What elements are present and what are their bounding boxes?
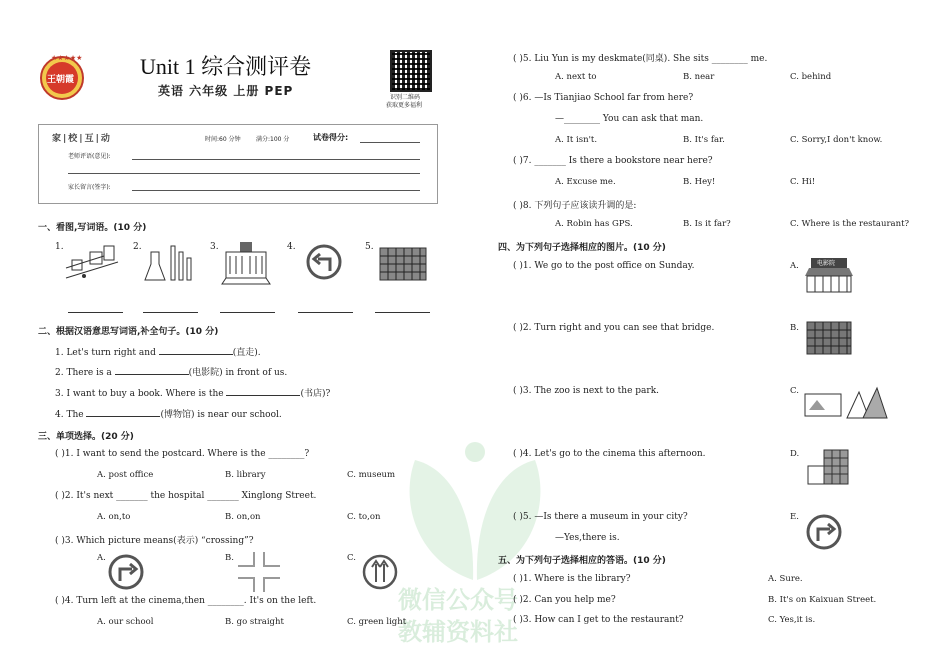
s2-item-4-pre: 4. The <box>55 410 87 420</box>
s1-answer-line-3[interactable] <box>220 312 275 313</box>
turn-left-sign-icon <box>306 244 342 280</box>
park-zoo-icon <box>803 384 889 420</box>
qr-code <box>390 50 432 92</box>
teacher-comment-line <box>132 159 420 160</box>
s2-blank-2[interactable] <box>115 374 189 375</box>
s3-q3-opt-c[interactable]: C. <box>347 553 356 563</box>
s1-num-5: 5. <box>365 242 374 252</box>
s3-q2-opt-b[interactable]: B. on,on <box>225 512 261 522</box>
s2-item-1-pre: 1. Let's turn right and <box>55 348 159 358</box>
watermark-text-1: 微信公众号 <box>398 586 518 614</box>
s2-item-2-pre: 2. There is a <box>55 368 115 378</box>
s4-item-5: ( )5. —Is there a museum in your city? <box>513 512 688 522</box>
s2-item-3 <box>55 386 330 399</box>
s2-item-1 <box>55 345 261 358</box>
parent-comment-line <box>132 190 420 191</box>
s4-item-1: ( )1. We go to the post office on Sunday. <box>513 261 695 271</box>
s4-letter-e: E. <box>790 512 799 522</box>
s3-q1: ( )1. I want to send the postcard. Where is the ________? <box>55 449 310 459</box>
s3-q8-opt-a[interactable]: A. Robin has GPS. <box>555 219 633 229</box>
s2-item-3-pre: 3. I want to buy a book. Where is the <box>55 389 227 399</box>
s3-q5-opt-b[interactable]: B. near <box>683 72 715 82</box>
publisher-logo <box>38 52 86 100</box>
s3-q4-opt-c[interactable]: C. green light <box>347 617 407 627</box>
qr-caption-2: 获取更多福利 <box>386 102 423 109</box>
s3-q6-opt-a[interactable]: A. It isn't. <box>555 135 598 145</box>
logo-text: 王朝霞 <box>47 75 75 85</box>
s3-q7-opt-b[interactable]: B. Hey! <box>683 177 716 187</box>
s4-letter-a: A. <box>790 261 799 271</box>
s5-item-2: ( )2. Can you help me? <box>513 595 616 605</box>
s3-q5: ( )5. Liu Yun is my deskmate(同桌). She sits ________ me. <box>513 54 768 64</box>
watermark-text-2: 教辅资料社 <box>398 618 518 646</box>
page-subtitle: 英语 六年级 上册 PEP <box>158 84 294 98</box>
section5-heading: 五、为下列句子选择相应的答语。(10 分) <box>498 556 666 566</box>
s1-num-1: 1. <box>55 242 64 252</box>
turn-right-sign-icon <box>108 554 144 590</box>
section3-heading: 三、单项选择。(20 分) <box>38 432 134 442</box>
s1-num-2: 2. <box>133 242 142 252</box>
svg-text:★★★★★: ★★★★★ <box>51 54 83 62</box>
cinema-building-icon <box>803 258 855 294</box>
s1-answer-line-4[interactable] <box>298 312 353 313</box>
s2-item-1-post: (直走). <box>232 348 261 358</box>
s2-blank-1[interactable] <box>159 354 233 355</box>
s3-q6: ( )6. —Is Tianjiao School far from here? <box>513 93 694 103</box>
s3-q8-opt-c[interactable]: C. Where is the restaurant? <box>790 219 910 229</box>
s5-answer-c: C. Yes,it is. <box>768 615 816 625</box>
s4-item-2: ( )2. Turn right and you can see that bridge. <box>513 323 715 333</box>
s3-q8: ( )8. 下列句子应该读升调的是: <box>513 201 637 211</box>
s3-q3: ( )3. Which picture means(表示) “crossing”? <box>55 536 254 546</box>
s4-letter-d: D. <box>790 449 800 459</box>
turn-right-sign-icon-e <box>806 514 842 550</box>
s1-num-3: 3. <box>210 242 219 252</box>
s2-item-4 <box>55 407 282 420</box>
s1-num-4: 4. <box>287 242 296 252</box>
cinema-sign-text: 电影院 <box>817 260 836 267</box>
s1-answer-line-5[interactable] <box>375 312 430 313</box>
s5-item-3: ( )3. How can I get to the restaurant? <box>513 615 684 625</box>
s4-letter-b: B. <box>790 323 799 333</box>
parent-comment-label: 家长留言(签字): <box>68 184 111 191</box>
s3-q3-opt-a[interactable]: A. <box>97 553 106 563</box>
s4-letter-c: C. <box>790 386 799 396</box>
s3-q7-opt-c[interactable]: C. Hi! <box>790 177 816 187</box>
s3-q1-opt-a[interactable]: A. post office <box>97 470 154 480</box>
science-lab-icon <box>143 242 195 284</box>
s2-item-2 <box>55 365 287 378</box>
s2-item-4-post: (博物馆) is near our school. <box>160 410 282 420</box>
s5-answer-a: A. Sure. <box>768 574 803 584</box>
section1-heading: 一、看图,写词语。(10 分) <box>38 223 147 233</box>
test-score-label: 试卷得分: <box>313 133 349 142</box>
s3-q4: ( )4. Turn left at the cinema,then ________. It's on the left. <box>55 596 317 606</box>
tall-building-icon <box>803 320 855 356</box>
office-building-icon <box>378 244 428 282</box>
s3-q2-opt-c[interactable]: C. to,on <box>347 512 381 522</box>
page-title: Unit 1 综合测评卷 <box>140 54 312 79</box>
time-label: 时间:60 分钟 <box>205 136 241 143</box>
s1-answer-line-2[interactable] <box>143 312 198 313</box>
s3-q5-opt-c[interactable]: C. behind <box>790 72 832 82</box>
s4-item-4: ( )4. Let's go to the cinema this afternoon. <box>513 449 706 459</box>
s3-q6-opt-b[interactable]: B. It's far. <box>683 135 725 145</box>
post-office-building-icon <box>806 448 852 486</box>
s4-item-3: ( )3. The zoo is next to the park. <box>513 386 660 396</box>
s1-answer-line-1[interactable] <box>68 312 123 313</box>
s3-q1-opt-c[interactable]: C. museum <box>347 470 396 480</box>
s3-q6-line2: —________ You can ask that man. <box>555 114 704 124</box>
s3-q4-opt-a[interactable]: A. our school <box>97 617 154 627</box>
s3-q5-opt-a[interactable]: A. next to <box>555 72 597 82</box>
s2-item-3-post: (书店)? <box>300 389 331 399</box>
s3-q7-opt-a[interactable]: A. Excuse me. <box>555 177 616 187</box>
s5-item-1: ( )1. Where is the library? <box>513 574 631 584</box>
museum-building-icon <box>220 240 272 286</box>
s3-q8-opt-b[interactable]: B. Is it far? <box>683 219 731 229</box>
section4-heading: 四、为下列句子选择相应的图片。(10 分) <box>498 243 666 253</box>
s3-q1-opt-b[interactable]: B. library <box>225 470 266 480</box>
s3-q6-opt-c[interactable]: C. Sorry,I don't know. <box>790 135 883 145</box>
street-scene-icon <box>64 242 120 282</box>
test-score-line <box>360 142 420 143</box>
s3-q4-opt-b[interactable]: B. go straight <box>225 617 284 627</box>
s2-blank-3[interactable] <box>226 395 300 396</box>
s2-blank-4[interactable] <box>86 416 160 417</box>
section2-heading: 二、根据汉语意思写词语,补全句子。(10 分) <box>38 327 219 337</box>
go-straight-sign-icon <box>362 554 398 590</box>
s2-item-2-post: (电影院) in front of us. <box>188 368 288 378</box>
s4-item-5-reply: —Yes,there is. <box>555 533 620 543</box>
teacher-comment-label: 老师评语(意见): <box>68 153 111 160</box>
s3-q2: ( )2. It's next _______ the hospital _______ Xinglong Street. <box>55 491 317 501</box>
s3-q3-opt-b[interactable]: B. <box>225 553 234 563</box>
s5-answer-b: B. It's on Kaixuan Street. <box>768 595 877 605</box>
s3-q7: ( )7. _______ Is there a bookstore near here? <box>513 156 713 166</box>
teacher-comment-line-2 <box>68 173 420 174</box>
crossing-sign-icon <box>236 552 282 592</box>
home-school-label: 家|校|互|动 <box>52 134 112 144</box>
score-label: 满分:100 分 <box>256 136 290 143</box>
s3-q2-opt-a[interactable]: A. on,to <box>97 512 131 522</box>
qr-caption-1: 识别二维码 <box>390 94 421 101</box>
